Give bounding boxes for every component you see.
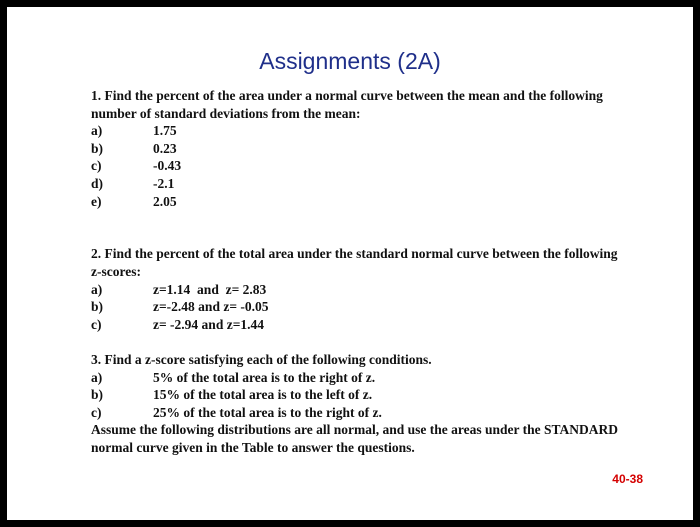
item-value: 1.75: [153, 123, 177, 139]
item-label: e): [91, 193, 102, 209]
item-label: c): [91, 316, 102, 332]
question-2-item: [91, 281, 631, 299]
question-2-prompt: 2. Find the percent of the total area under the standard normal curve between the following: [91, 246, 618, 262]
question-3-item: [91, 404, 631, 422]
item-label: b): [91, 387, 104, 403]
item-label: a): [91, 123, 103, 139]
question-2-item: [91, 298, 631, 316]
page-number: 40-38: [612, 472, 643, 486]
item-label: b): [91, 140, 104, 156]
item-value: 15% of the total area is to the left of z.: [153, 387, 373, 403]
question-1-prompt: 1. Find the percent of the area under a normal curve between the mean and the following number of standard deviations from the mean:: [91, 88, 603, 121]
item-value: 0.23: [153, 140, 177, 156]
item-value: 25% of the total area is to the right of z.: [153, 404, 382, 420]
question-3-item: [91, 386, 631, 404]
item-value: -0.43: [153, 158, 182, 174]
question-2-subheading: z-scores:: [91, 263, 141, 279]
item-value: 2.05: [153, 193, 177, 209]
question-2-item: [91, 316, 631, 334]
question-1-item: [91, 122, 631, 140]
question-3-note: Assume the following distributions are all normal, and use the areas under the STANDARD normal curve given in the Table to answer the questions.: [91, 422, 619, 455]
item-label: a): [91, 369, 103, 385]
slide: [7, 7, 693, 520]
item-label: c): [91, 158, 102, 174]
question-3-item: [91, 369, 631, 387]
question-1-item: [91, 175, 631, 193]
question-1-item: [91, 157, 631, 175]
item-value: -2.1: [153, 175, 175, 191]
question-1-item: [91, 193, 631, 211]
item-label: b): [91, 299, 104, 315]
slide-body: [91, 87, 631, 456]
question-3-prompt: 3. Find a z-score satisfying each of the following conditions.: [91, 351, 432, 367]
question-1-item: [91, 140, 631, 158]
item-label: a): [91, 281, 103, 297]
item-value: z=1.14 and z= 2.83: [153, 281, 267, 297]
item-value: z=-2.48 and z= -0.05: [153, 299, 269, 315]
item-value: z= -2.94 and z=1.44: [153, 316, 265, 332]
spacer: [91, 333, 631, 351]
spacer: [91, 210, 631, 228]
item-value: 5% of the total area is to the right of z.: [153, 369, 376, 385]
item-label: c): [91, 404, 102, 420]
slide-title: Assignments (2A): [259, 48, 441, 74]
item-label: d): [91, 175, 104, 191]
spacer: [91, 228, 631, 246]
